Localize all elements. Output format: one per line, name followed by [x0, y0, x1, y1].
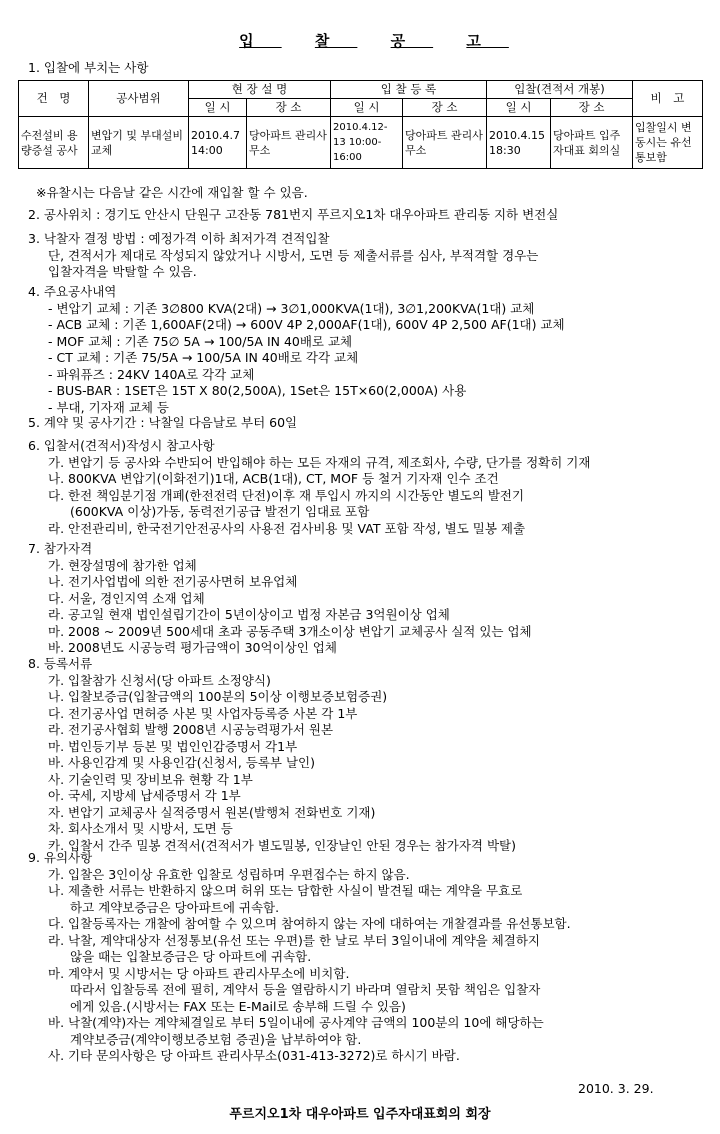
title-char: 공	[390, 32, 434, 50]
section-7-line: 라. 공고일 현재 법인설립기간이 5년이상이고 법정 자본금 3억원이상 업체	[48, 607, 450, 622]
section-3-heading: 3. 낙찰자 결정 방법 : 예정가격 이하 최저가격 견적입찰	[28, 231, 330, 246]
section-9-line: 가. 입찰은 3인이상 유효한 입찰로 성립하며 우편접수는 하지 않음.	[48, 866, 410, 882]
section-1-heading: 1. 입찰에 부치는 사항	[28, 60, 149, 75]
section-9-line: 바. 낙찰(계약)자는 계약체결일로 부터 5일이내에 공사계약 금액의 100분의 10에 해당하는	[48, 1015, 544, 1030]
section-3	[28, 231, 708, 281]
th-reg: 입 찰 등 록	[331, 81, 487, 99]
section-6-line: 나. 800KVA 변압기(이화전기)1대, ACB(1대), CT, MOF 등 철거 기자재 인수 조건	[48, 471, 499, 486]
section-4-heading: 4. 주요공사내역	[28, 284, 117, 299]
section-9-line: 따라서 입찰등록 전에 필히, 계약서 등을 열람하시기 바라며 열람치 못함 책임은 입찰자	[70, 982, 541, 997]
section-7-line: 바. 2008년도 시공능력 평가금액이 30억이상인 업체	[48, 640, 337, 655]
th-date: 일 시	[189, 99, 247, 117]
section-7-line: 나. 전기사업법에 의한 전기공사면허 보유업체	[48, 574, 298, 589]
section-9-line: 계약보증금(계약이행보증보험 증권)을 납부하여야 함.	[70, 1031, 362, 1047]
cell-site-place: 당아파트 관리사무소	[247, 117, 331, 169]
signature: 푸르지오1차 대우아파트 입주자대표회의 회장	[229, 1107, 491, 1122]
section-9-line: 마. 계약서 및 시방서는 당 아파트 관리사무소에 비치함.	[48, 965, 350, 981]
section-4-line: - 파워퓨즈 : 24KV 140A로 각각 교체	[48, 366, 255, 382]
section-4-line: - MOF 교체 : 기존 75∅ 5A → 100/5A IN 40배로 교체	[48, 333, 353, 349]
page-title	[0, 30, 720, 51]
section-8-line: 라. 전기공사협회 발행 2008년 시공능력평가서 원본	[48, 722, 334, 737]
title-char: 고	[466, 32, 509, 50]
cell-site-date: 2010.4.7 14:00	[189, 117, 247, 169]
section-9-line: 다. 입찰등록자는 개찰에 참여할 수 있으며 참여하지 않는 자에 대하여는 개찰결과를 유선통보함.	[48, 916, 571, 931]
th-note: 비 고	[633, 81, 703, 117]
cell-note: 입찰일시 변동시는 유선통보함	[633, 117, 703, 169]
section-7	[28, 541, 708, 657]
section-6-line: 다. 한전 책임분기점 개폐(한전전력 단전)이후 재 투입시 까지의 시간동안 별도의 발전기	[48, 487, 525, 503]
cell-name: 수전설비 용량증설 공사	[19, 117, 89, 169]
section-4-line: - CT 교체 : 기존 75/5A → 100/5A IN 40배로 각각 교체	[48, 350, 359, 365]
section-6-heading: 6. 입찰서(견적서)작성시 참고사항	[28, 438, 215, 453]
section-7-line: 가. 현장설명에 참가한 업체	[48, 557, 197, 573]
section-9-line: 라. 낙찰, 계약대상자 선정통보(유선 또는 우편)를 한 날로 부터 3일이내에 계약을 체결하지	[48, 932, 540, 948]
section-2: 2. 공사위치 : 경기도 안산시 단원구 고잔동 781번지 푸르지오1차 대우아파트 관리동 지하 변전실	[28, 207, 559, 222]
section-6	[28, 438, 708, 537]
section-9-line: 사. 기타 문의사항은 당 아파트 관리사무소(031-413-3272)로 하시기 바람.	[48, 1048, 460, 1063]
th-bid: 입찰(견적서 개봉)	[487, 81, 633, 99]
section-8-line: 가. 입찰참가 신청서(당 아파트 소정양식)	[48, 672, 271, 688]
section-8-line: 바. 사용인감계 및 사용인감(신청서, 등록부 날인)	[48, 755, 315, 770]
th-date: 일 시	[487, 99, 551, 117]
section-8-line: 나. 입찰보증금(입찰금액의 100분의 5이상 이행보증보험증권)	[48, 689, 388, 704]
section-3-line: 입찰자격을 박탈할 수 있음.	[48, 264, 197, 279]
section-3-line: 단, 견적서가 제대로 작성되지 않았거나 시방서, 도면 등 제출서류를 심사, 부적격할 경우는	[48, 247, 539, 263]
section-6-line: (600KVA 이상)가동, 동력전기공급 발전기 임대료 포함	[70, 504, 370, 519]
bid-table	[18, 80, 703, 169]
th-place: 장 소	[247, 99, 331, 117]
section-7-line: 다. 서울, 경인지역 소재 업체	[48, 590, 205, 606]
section-4	[28, 284, 708, 416]
section-9-heading: 9. 유의사항	[28, 850, 93, 865]
section-4-line: - 부대, 기자재 교체 등	[48, 399, 169, 415]
section-8	[28, 656, 708, 854]
section-9-line: 않을 때는 입찰보증금은 당 아파트에 귀속함.	[70, 949, 312, 964]
section-9	[28, 850, 708, 1065]
th-place: 장 소	[403, 99, 487, 117]
th-date: 일 시	[331, 99, 403, 117]
th-scope: 공사범위	[89, 81, 189, 117]
notice-date: 2010. 3. 29.	[578, 1081, 654, 1096]
section-8-line: 마. 법인등기부 등본 및 법인인감증명서 각1부	[48, 738, 298, 754]
section-6-line: 가. 변압기 등 공사와 수반되어 반입해야 하는 모든 자재의 규격, 제조회사, 수량, 단가를 정확히 기재	[48, 454, 591, 470]
section-8-line: 사. 기술인력 및 장비보유 현황 각 1부	[48, 771, 253, 787]
title-char: 찰	[314, 32, 358, 50]
cell-bid-place: 당아파트 입주자대표 회의실	[551, 117, 633, 169]
section-8-line: 차. 회사소개서 및 시방서, 도면 등	[48, 821, 233, 836]
section-8-line: 자. 변압기 교체공사 실적증명서 원본(발행처 전화번호 기재)	[48, 804, 376, 820]
section-7-line: 마. 2008 ~ 2009년 500세대 초과 공동주택 3개소이상 변압기 교체공사 실적 있는 업체	[48, 623, 532, 639]
cell-scope: 변압기 및 부대설비 교체	[89, 117, 189, 169]
section-9-line: 에게 있음.(시방서는 FAX 또는 E-Mail로 송부해 드릴 수 있음)	[70, 998, 406, 1014]
section-8-line: 다. 전기공사업 면허증 사본 및 사업자등록증 사본 각 1부	[48, 705, 358, 721]
cell-reg-date: 2010.4.12-13 10:00-16:00	[331, 117, 403, 169]
section-8-heading: 8. 등록서류	[28, 656, 93, 671]
section-4-line: - BUS-BAR : 1SET은 15T X 80(2,500A), 1Set은 15T×60(2,000A) 사용	[48, 383, 467, 398]
section-9-line: 하고 계약보증금은 당아파트에 귀속함.	[70, 899, 280, 915]
section-6-line: 라. 안전관리비, 한국전기안전공사의 사용전 검사비용 및 VAT 포함 작성, 별도 밀봉 제출	[48, 520, 526, 536]
section-5: 5. 계약 및 공사기간 : 낙찰일 다음날로 부터 60일	[28, 415, 298, 430]
title-char: 입	[239, 32, 282, 50]
cell-bid-date: 2010.4.15 18:30	[487, 117, 551, 169]
section-7-heading: 7. 참가자격	[28, 541, 93, 556]
th-name: 건 명	[19, 81, 89, 117]
section-8-line: 카. 입찰서 간주 밀봉 견적서(견적서가 별도밀봉, 인장날인 안된 경우는 참가자격 박탈)	[48, 837, 516, 853]
section-8-line: 아. 국세, 지방세 납세증명서 각 1부	[48, 788, 241, 803]
section-9-line: 나. 제출한 서류는 반환하지 않으며 허위 또는 담합한 사실이 발견될 때는 계약을 무효로	[48, 883, 523, 898]
section-4-line: - ACB 교체 : 기존 1,600AF(2대) → 600V 4P 2,000AF(1대), 600V 4P 2,500 AF(1대) 교체	[48, 317, 565, 332]
th-place: 장 소	[551, 99, 633, 117]
section-4-line: - 변압기 교체 : 기존 3∅800 KVA(2대) → 3∅1,000KVA(1대), 3∅1,200KVA(1대) 교체	[48, 300, 535, 316]
th-site: 현 장 설 명	[189, 81, 331, 99]
rebid-note: ※유찰시는 다음날 같은 시간에 재입찰 할 수 있음.	[36, 185, 308, 200]
cell-reg-place: 당아파트 관리사무소	[403, 117, 487, 169]
